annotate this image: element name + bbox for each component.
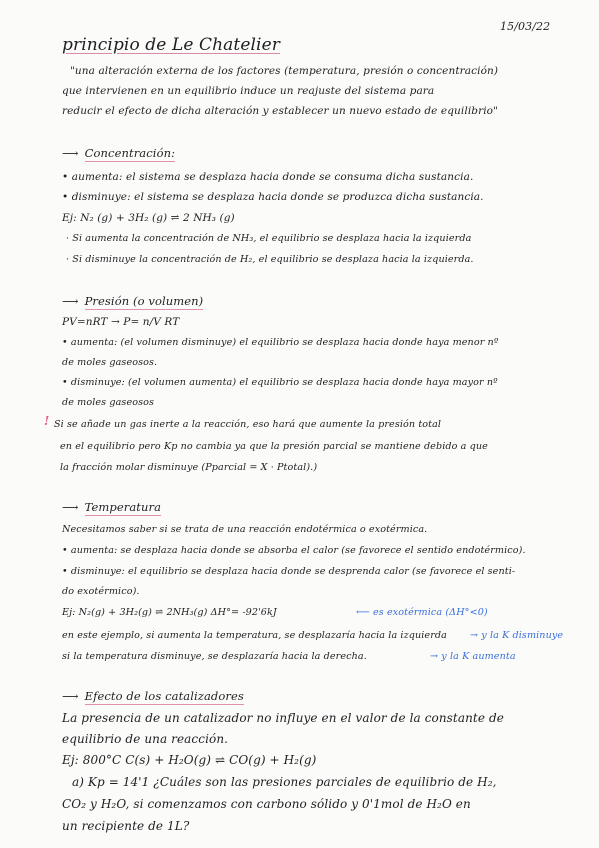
temperatura-note-exo: ⟵ es exotérmica (ΔH°<0): [356, 607, 488, 618]
presion-line-1: • aumenta: (el volumen disminuye) el equilibrio se desplaza hacia donde haya menor nº: [62, 337, 499, 348]
presion-line-6: en el equilibrio pero Kp no cambia ya que la presión parcial se mantiene debido a que: [60, 441, 488, 452]
temperatura-note-k-down: → y la K disminuye: [470, 630, 564, 641]
temperatura-example: Ej: N₂(g) + 3H₂(g) ⇌ 2NH₃(g) ΔH°= -92'6kJ: [62, 607, 277, 618]
concentracion-line-1: • aumenta: el sistema se desplaza hacia donde se consuma dicha sustancia.: [62, 171, 474, 183]
section-temperatura: [62, 500, 161, 514]
temperatura-note-k-up: → y la K aumenta: [430, 651, 516, 662]
section-catalizadores: [62, 689, 244, 703]
presion-line-5: Si se añade un gas inerte a la reacción, eso hará que aumente la presión total: [54, 419, 442, 430]
presion-line-7: la fracción molar disminuye (Pparcial = X · Ptotal).): [60, 462, 318, 473]
concentracion-line-4: · Si disminuye la concentración de H₂, el equilibrio se desplaza hacia la izquierda.: [66, 254, 474, 265]
concentracion-line-3: · Si aumenta la concentración de NH₃, el equilibrio se desplaza hacia la izquierda: [66, 233, 472, 244]
intro-line-2: que intervienen en un equilibrio induce un reajuste del sistema para: [62, 85, 435, 97]
catalizadores-question-3: un recipiente de 1L?: [62, 819, 190, 833]
temperatura-line-6: si la temperatura disminuye, se desplazaría hacia la derecha.: [62, 651, 367, 662]
intro-line-3: reducir el efecto de dicha alteración y establecer un nuevo estado de equilibrio": [62, 105, 499, 117]
presion-formula: PV=nRT → P= n/V RT: [62, 316, 180, 328]
arrow-icon: ⟶: [62, 689, 79, 703]
arrow-icon: ⟶: [62, 500, 79, 514]
presion-line-4: de moles gaseosos: [62, 397, 155, 408]
page-title: principio de Le Chatelier: [62, 35, 280, 55]
temperatura-line-5: en este ejemplo, si aumenta la temperatura, se desplazaría hacia la izquierda: [62, 630, 447, 641]
catalizadores-question-2: CO₂ y H₂O, si comenzamos con carbono sólido y 0'1mol de H₂O en: [62, 797, 471, 811]
presion-line-2: de moles gaseosos.: [62, 357, 158, 368]
section-heading: Concentración:: [84, 146, 176, 160]
catalizadores-question-1: a) Kp = 14'1 ¿Cuáles son las presiones parciales de equilibrio de H₂,: [72, 775, 497, 789]
temperatura-line-1: Necesitamos saber si se trata de una reacción endotérmica o exotérmica.: [62, 524, 428, 535]
catalizadores-line-1: La presencia de un catalizador no influye en el valor de la constante de: [62, 711, 504, 725]
section-concentracion: [62, 146, 175, 160]
temperatura-line-2: • aumenta: se desplaza hacia donde se absorba el calor (se favorece el sentido endotérmico).: [62, 545, 526, 556]
section-heading: Presión (o volumen): [84, 294, 204, 308]
arrow-icon: ⟶: [62, 146, 79, 160]
temperatura-line-3: • disminuye: el equilibrio se desplaza hacia donde se desprenda calor (se favorece el senti-: [62, 566, 516, 577]
section-heading: Temperatura: [84, 500, 162, 514]
catalizadores-line-2: equilibrio de una reacción.: [62, 732, 229, 746]
section-presion: [62, 294, 203, 308]
catalizadores-example: Ej: 800°C C(s) + H₂O(g) ⇌ CO(g) + H₂(g): [62, 753, 317, 767]
intro-line-1: "una alteración externa de los factores (temperatura, presión o concentración): [70, 65, 499, 77]
date: 15/03/22: [500, 20, 551, 33]
warning-icon: !: [44, 414, 50, 428]
concentracion-line-2: • disminuye: el sistema se desplaza hacia donde se produzca dicha sustancia.: [62, 191, 484, 203]
temperatura-line-4: do exotérmico).: [62, 586, 140, 597]
arrow-icon: ⟶: [62, 294, 79, 308]
concentracion-example: Ej: N₂ (g) + 3H₂ (g) ⇌ 2 NH₃ (g): [62, 212, 235, 224]
presion-line-3: • disminuye: (el volumen aumenta) el equilibrio se desplaza hacia donde haya mayor nº: [62, 377, 498, 388]
section-heading: Efecto de los catalizadores: [84, 689, 244, 703]
